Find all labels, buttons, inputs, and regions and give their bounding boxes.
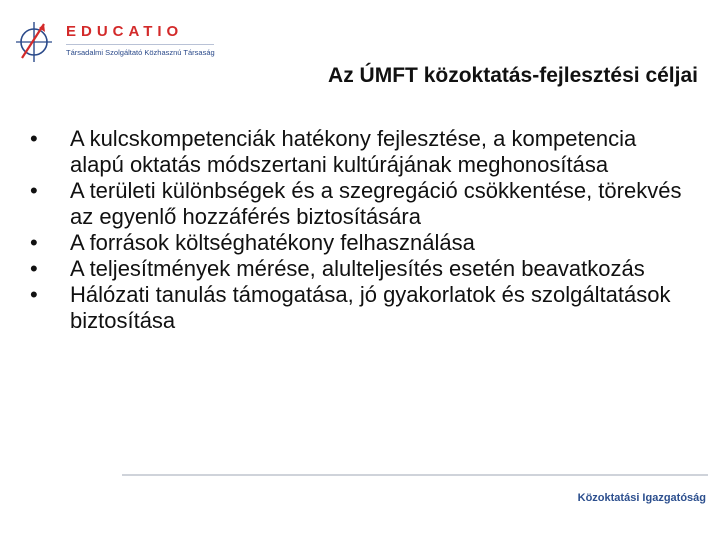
bullet-item (28, 126, 688, 178)
bullet-text: A teljesítmények mérése, alulteljesítés esetén beavatkozás (70, 256, 645, 281)
bullet-item (28, 282, 688, 334)
bullet-dot-icon: • (30, 178, 38, 203)
bullet-item (28, 230, 688, 256)
bullet-dot-icon: • (30, 230, 38, 255)
bullet-text: A kulcskompetenciák hatékony fejlesztése, a kompetencia alapú oktatás módszertani kultúrájának meghonosítása (70, 126, 637, 177)
footer-divider (122, 474, 708, 476)
slide-title: Az ÚMFT közoktatás-fejlesztési céljai (328, 64, 698, 87)
educatio-compass-logo-icon (14, 18, 60, 64)
bullet-text: A területi különbségek és a szegregáció csökkentése, törekvés az egyenlő hozzáférés biztosítására (70, 178, 682, 229)
bullet-dot-icon: • (30, 256, 38, 281)
logo-subtitle: Társadalmi Szolgáltató Közhasznú Társaság (66, 48, 215, 57)
bullet-item (28, 178, 688, 230)
logo-divider (66, 44, 214, 45)
educatio-logo (14, 18, 224, 68)
footer-department: Közoktatási Igazgatóság (577, 492, 706, 504)
logo-wordmark: EDUCATIO (66, 23, 184, 40)
bullet-text: A források költséghatékony felhasználása (70, 230, 475, 255)
bullet-item (28, 256, 688, 282)
bullet-dot-icon: • (30, 126, 38, 151)
bullet-text: Hálózati tanulás támogatása, jó gyakorlatok és szolgáltatások biztosítása (70, 282, 671, 333)
bullet-dot-icon: • (30, 282, 38, 307)
bullet-list (28, 126, 688, 334)
